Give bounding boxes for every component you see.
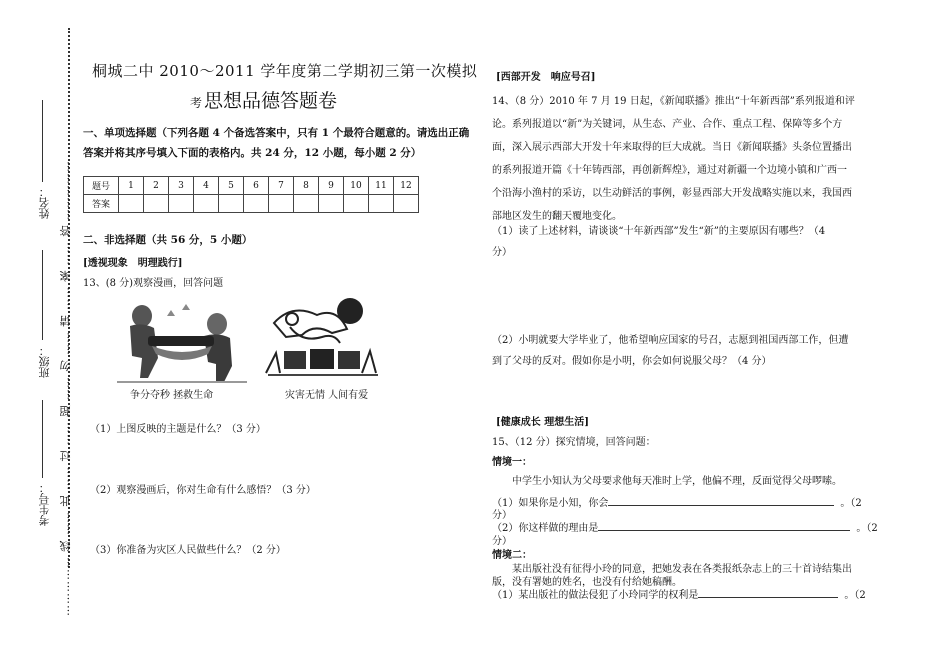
- answer-cell[interactable]: [219, 195, 244, 213]
- answer-cell[interactable]: [144, 195, 169, 213]
- topic-heading-3: [健康成长 理想生活]: [496, 417, 589, 428]
- table-number: 2: [144, 177, 169, 195]
- answer-table-answer-row: [84, 195, 419, 213]
- scene1-label: 情境一：: [492, 457, 532, 468]
- q13-intro: 13、(8 分)观察漫画，回答问题: [83, 278, 224, 289]
- q15-part2-score: 分）: [492, 536, 512, 547]
- q15-part1-score: 分）: [492, 510, 512, 521]
- q14-part1-line1: （1）读了上述材料，请谈谈“十年新西部”发生“新”的主要原因有哪些？（4: [492, 226, 826, 237]
- q14-line: 个沿海小渔村的采访，以生动鲜活的事例，彰显西部大开发战略实施以来，我国西: [492, 188, 852, 199]
- exam-title-line2: 考 思想品德答题卷: [190, 90, 338, 112]
- q13-part3: （3）你准备为灾区人民做些什么？（2 分）: [90, 545, 286, 556]
- q13-part1: （1）上图反映的主题是什么？（3 分）: [90, 424, 266, 435]
- q14-line: 部地区发生的翻天覆地变化。: [492, 211, 622, 222]
- q15-part1-answer-line[interactable]: [608, 505, 834, 506]
- table-row1-label: 题号: [84, 177, 119, 195]
- answer-table-number-row: [84, 177, 419, 195]
- class-field[interactable]: [42, 250, 43, 340]
- table-row2-label: 答案: [84, 195, 119, 213]
- class-label: 班级：: [38, 345, 51, 378]
- answer-table: [83, 176, 419, 213]
- table-number: 8: [294, 177, 319, 195]
- table-number: 12: [394, 177, 419, 195]
- section1-heading-line2: 答案并将其序号填入下面的表格内。共 24 分，12 小题，每小题 2 分）: [83, 147, 422, 159]
- table-number: 11: [369, 177, 394, 195]
- table-number: 3: [169, 177, 194, 195]
- answer-cell[interactable]: [369, 195, 394, 213]
- answer-cell[interactable]: [394, 195, 419, 213]
- scene2-line2: 版，没有署她的姓名，也没有付给她稿酬。: [492, 577, 682, 588]
- name-field[interactable]: [42, 100, 43, 182]
- cartoon-rescue-image: [112, 296, 252, 386]
- name-label: 姓名：: [38, 186, 51, 219]
- cartoon-aid-image: [262, 293, 382, 381]
- answer-cell[interactable]: [294, 195, 319, 213]
- q14-line: 面，深入展示西部大开发十年来取得的巨大成就。当日《新闻联播》头条位置播出: [492, 142, 852, 153]
- q15-intro: 15、（12 分）探究情境，回答问题：: [492, 437, 656, 448]
- cartoon-right-caption: 灾害无情 人间有爱: [285, 390, 369, 401]
- table-number: 6: [244, 177, 269, 195]
- q14-part2-line1: （2）小明就要大学毕业了，他希望响应国家的号召，志愿到祖国西部工作，但遭: [492, 335, 849, 346]
- scene2-line1: 某出版社没有征得小玲的同意，把她发表在各类报纸杂志上的三十首诗结集出: [512, 564, 852, 575]
- q14-line: 论。系列报道以“新”为关键词，从生态、产业、合作、重点工程、保障等多个方: [492, 119, 843, 130]
- section1-heading-line1: 一、单项选择题（下列各题 4 个备选答案中，只有 1 个最符合题意的。请选出正确: [83, 127, 470, 139]
- scene1-text: 中学生小知认为父母要求他每天准时上学，他偏不理，反面觉得父母啰嗦。: [512, 476, 842, 487]
- answer-cell[interactable]: [269, 195, 294, 213]
- table-number: 5: [219, 177, 244, 195]
- exam-no-field[interactable]: [42, 400, 43, 478]
- topic-heading-2: [西部开发 响应号召]: [496, 72, 596, 83]
- section2-heading: 二、非选择题（共 56 分，5 小题）: [83, 234, 253, 246]
- exam-no-label: 考生号：: [38, 482, 51, 526]
- answer-cell[interactable]: [344, 195, 369, 213]
- q14-part1-line2: 分）: [492, 247, 512, 258]
- answer-cell[interactable]: [319, 195, 344, 213]
- topic-heading-1: [透视现象 明理践行]: [83, 258, 183, 269]
- cartoon-left-caption: 争分夺秒 拯救生命: [130, 390, 214, 401]
- answer-cell[interactable]: [119, 195, 144, 213]
- answer-cell[interactable]: [194, 195, 219, 213]
- scene2-label: 情境二：: [492, 550, 532, 561]
- exam-title-line1: 桐城二中 2010～2011 学年度第二学期初三第一次模拟: [92, 62, 478, 80]
- table-number: 9: [319, 177, 344, 195]
- table-number: 1: [119, 177, 144, 195]
- q15-part1: （1）如果你是小知，你会 。（2: [492, 498, 862, 509]
- table-number: 7: [269, 177, 294, 195]
- q15-part3-answer-line[interactable]: [698, 597, 838, 598]
- q15-part2: （2）你这样做的理由是 。（2: [492, 523, 878, 534]
- answer-cell[interactable]: [244, 195, 269, 213]
- q14-line: 14、（8 分）2010 年 7 月 19 日起，《新闻联播》推出“十年新西部”系列报道和评: [492, 96, 855, 107]
- table-number: 4: [194, 177, 219, 195]
- q13-part2: （2）观察漫画后，你对生命有什么感悟？（3 分）: [90, 485, 316, 496]
- seal-text: …………… 线 …… 此 …… 过 …… 超 …… 勿 …… 请 …… 案 …… 答 ……………: [59, 160, 72, 616]
- table-number: 10: [344, 177, 369, 195]
- q14-line: 的系列报道开篇《十年铸西部，再创新辉煌》，通过对新疆一个边境小镇和广西一: [492, 165, 847, 176]
- q15-part3: （1）某出版社的做法侵犯了小玲同学的权利是 。（2: [492, 590, 866, 601]
- answer-cell[interactable]: [169, 195, 194, 213]
- q15-part2-answer-line[interactable]: [598, 530, 850, 531]
- q14-part2-line2: 到了父母的反对。假如你是小明，你会如何说服父母？（4 分）: [492, 356, 772, 367]
